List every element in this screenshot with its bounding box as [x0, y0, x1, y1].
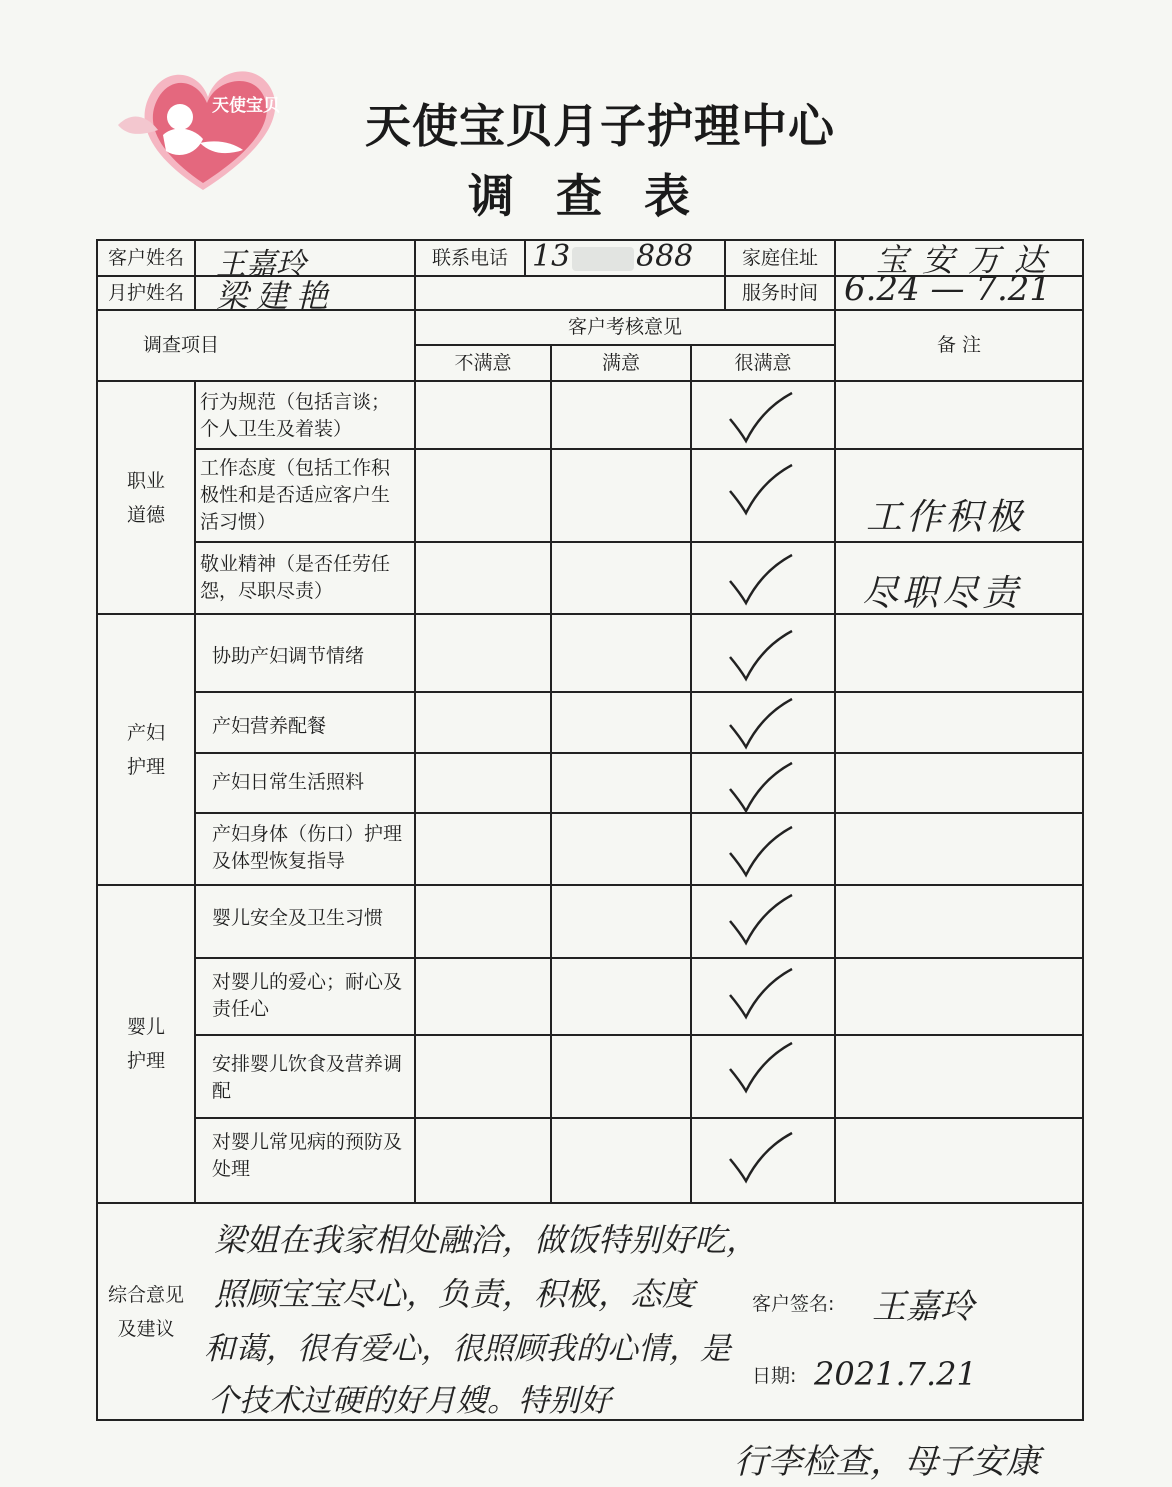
summary-line-3: 和蔼，很有爱心，很照顾我的心情，是: [204, 1331, 731, 1367]
phone-redaction: [572, 247, 634, 271]
item-baby-diet: 安排婴儿饮食及营养调配: [212, 1053, 403, 1102]
survey-form: [96, 239, 1084, 1421]
checkmark-icon: [726, 461, 796, 517]
checkmark-icon: [726, 823, 796, 879]
assessment-header: 客户考核意见: [567, 316, 682, 338]
address-label: 家庭住址: [741, 246, 818, 269]
item-behavior: 行为规范（包括言谈；个人卫生及着装）: [200, 391, 391, 440]
nurse-name-label: 月护姓名: [107, 281, 184, 304]
checkmark-icon: [726, 627, 796, 683]
checkmark-icon: [726, 891, 796, 947]
item-daily-care: 产妇日常生活照料: [212, 771, 365, 793]
page-title: 天使宝贝月子护理中心: [365, 99, 835, 153]
item-mood: 协助产妇调节情绪: [212, 645, 365, 667]
checkmark-icon: [726, 389, 796, 445]
item-baby-disease: 对婴儿常见病的预防及处理: [212, 1131, 403, 1180]
client-name-label: 客户姓名: [107, 246, 184, 269]
nurse-name-value: 梁建艳: [216, 277, 337, 315]
signature-value: 王嘉玲: [872, 1287, 974, 1327]
phone-value-end: 888: [636, 239, 694, 274]
checkmark-icon: [726, 1129, 796, 1185]
remark-work-attitude: 工作积极: [866, 497, 1027, 538]
date-label: 日期:: [752, 1365, 797, 1387]
checkmark-icon: [726, 1039, 796, 1095]
survey-items-header: 调查项目: [142, 334, 219, 356]
remarks-header: 备 注: [936, 334, 982, 356]
client-name-value: 王嘉玲: [216, 247, 306, 282]
col-satisfied: 满意: [601, 351, 640, 374]
signature-label: 客户签名:: [752, 1293, 835, 1315]
brand-logo: [108, 55, 308, 205]
item-baby-love: 对婴儿的爱心；耐心及责任心: [212, 971, 403, 1020]
col-very-satisfied: 很满意: [734, 351, 792, 374]
item-baby-safety: 婴儿安全及卫生习惯: [212, 907, 384, 929]
summary-line-4: 个技术过硬的好月嫂。特别好: [208, 1383, 611, 1419]
checkmark-icon: [726, 759, 796, 815]
checkmark-icon: [726, 551, 796, 607]
remark-dedication: 尽职尽责: [862, 573, 1023, 614]
item-dedication: 敬业精神（是否任劳任怨，尽职尽责）: [200, 553, 391, 602]
section-mother-care: 产妇护理: [126, 721, 165, 778]
checkmark-icon: [726, 965, 796, 1021]
svg-text:天使宝贝: 天使宝贝: [212, 96, 280, 116]
summary-line-2: 照顾宝宝尽心，负责，积极，态度: [214, 1275, 695, 1313]
item-work-attitude: 工作态度（包括工作积极性和是否适应客户生活习惯）: [200, 457, 391, 533]
address-value: 宝安万达: [876, 241, 1061, 279]
phone-value-start: 13: [532, 239, 571, 274]
item-recovery: 产妇身体（伤口）护理及体型恢复指导: [212, 823, 403, 872]
section-professional-ethics: 职业道德: [126, 469, 165, 526]
col-unsatisfied: 不满意: [454, 351, 512, 374]
checkmark-icon: [726, 695, 796, 751]
service-time-value: 6.24 — 7.21: [844, 269, 1052, 309]
summary-label: 综合意见及建议: [107, 1283, 184, 1340]
summary-line-1: 梁姐在我家相处融洽，做饭特别好吃，: [214, 1221, 759, 1259]
phone-label: 联系电话: [431, 246, 508, 269]
page-subtitle: 调查表: [468, 169, 732, 223]
item-nutrition: 产妇营养配餐: [212, 715, 327, 737]
section-baby-care: 婴儿护理: [126, 1016, 165, 1072]
footer-handwritten-note: 行李检查，母子安康: [734, 1442, 1040, 1482]
service-time-label: 服务时间: [741, 281, 818, 304]
date-value: 2021.7.21: [814, 1355, 977, 1393]
